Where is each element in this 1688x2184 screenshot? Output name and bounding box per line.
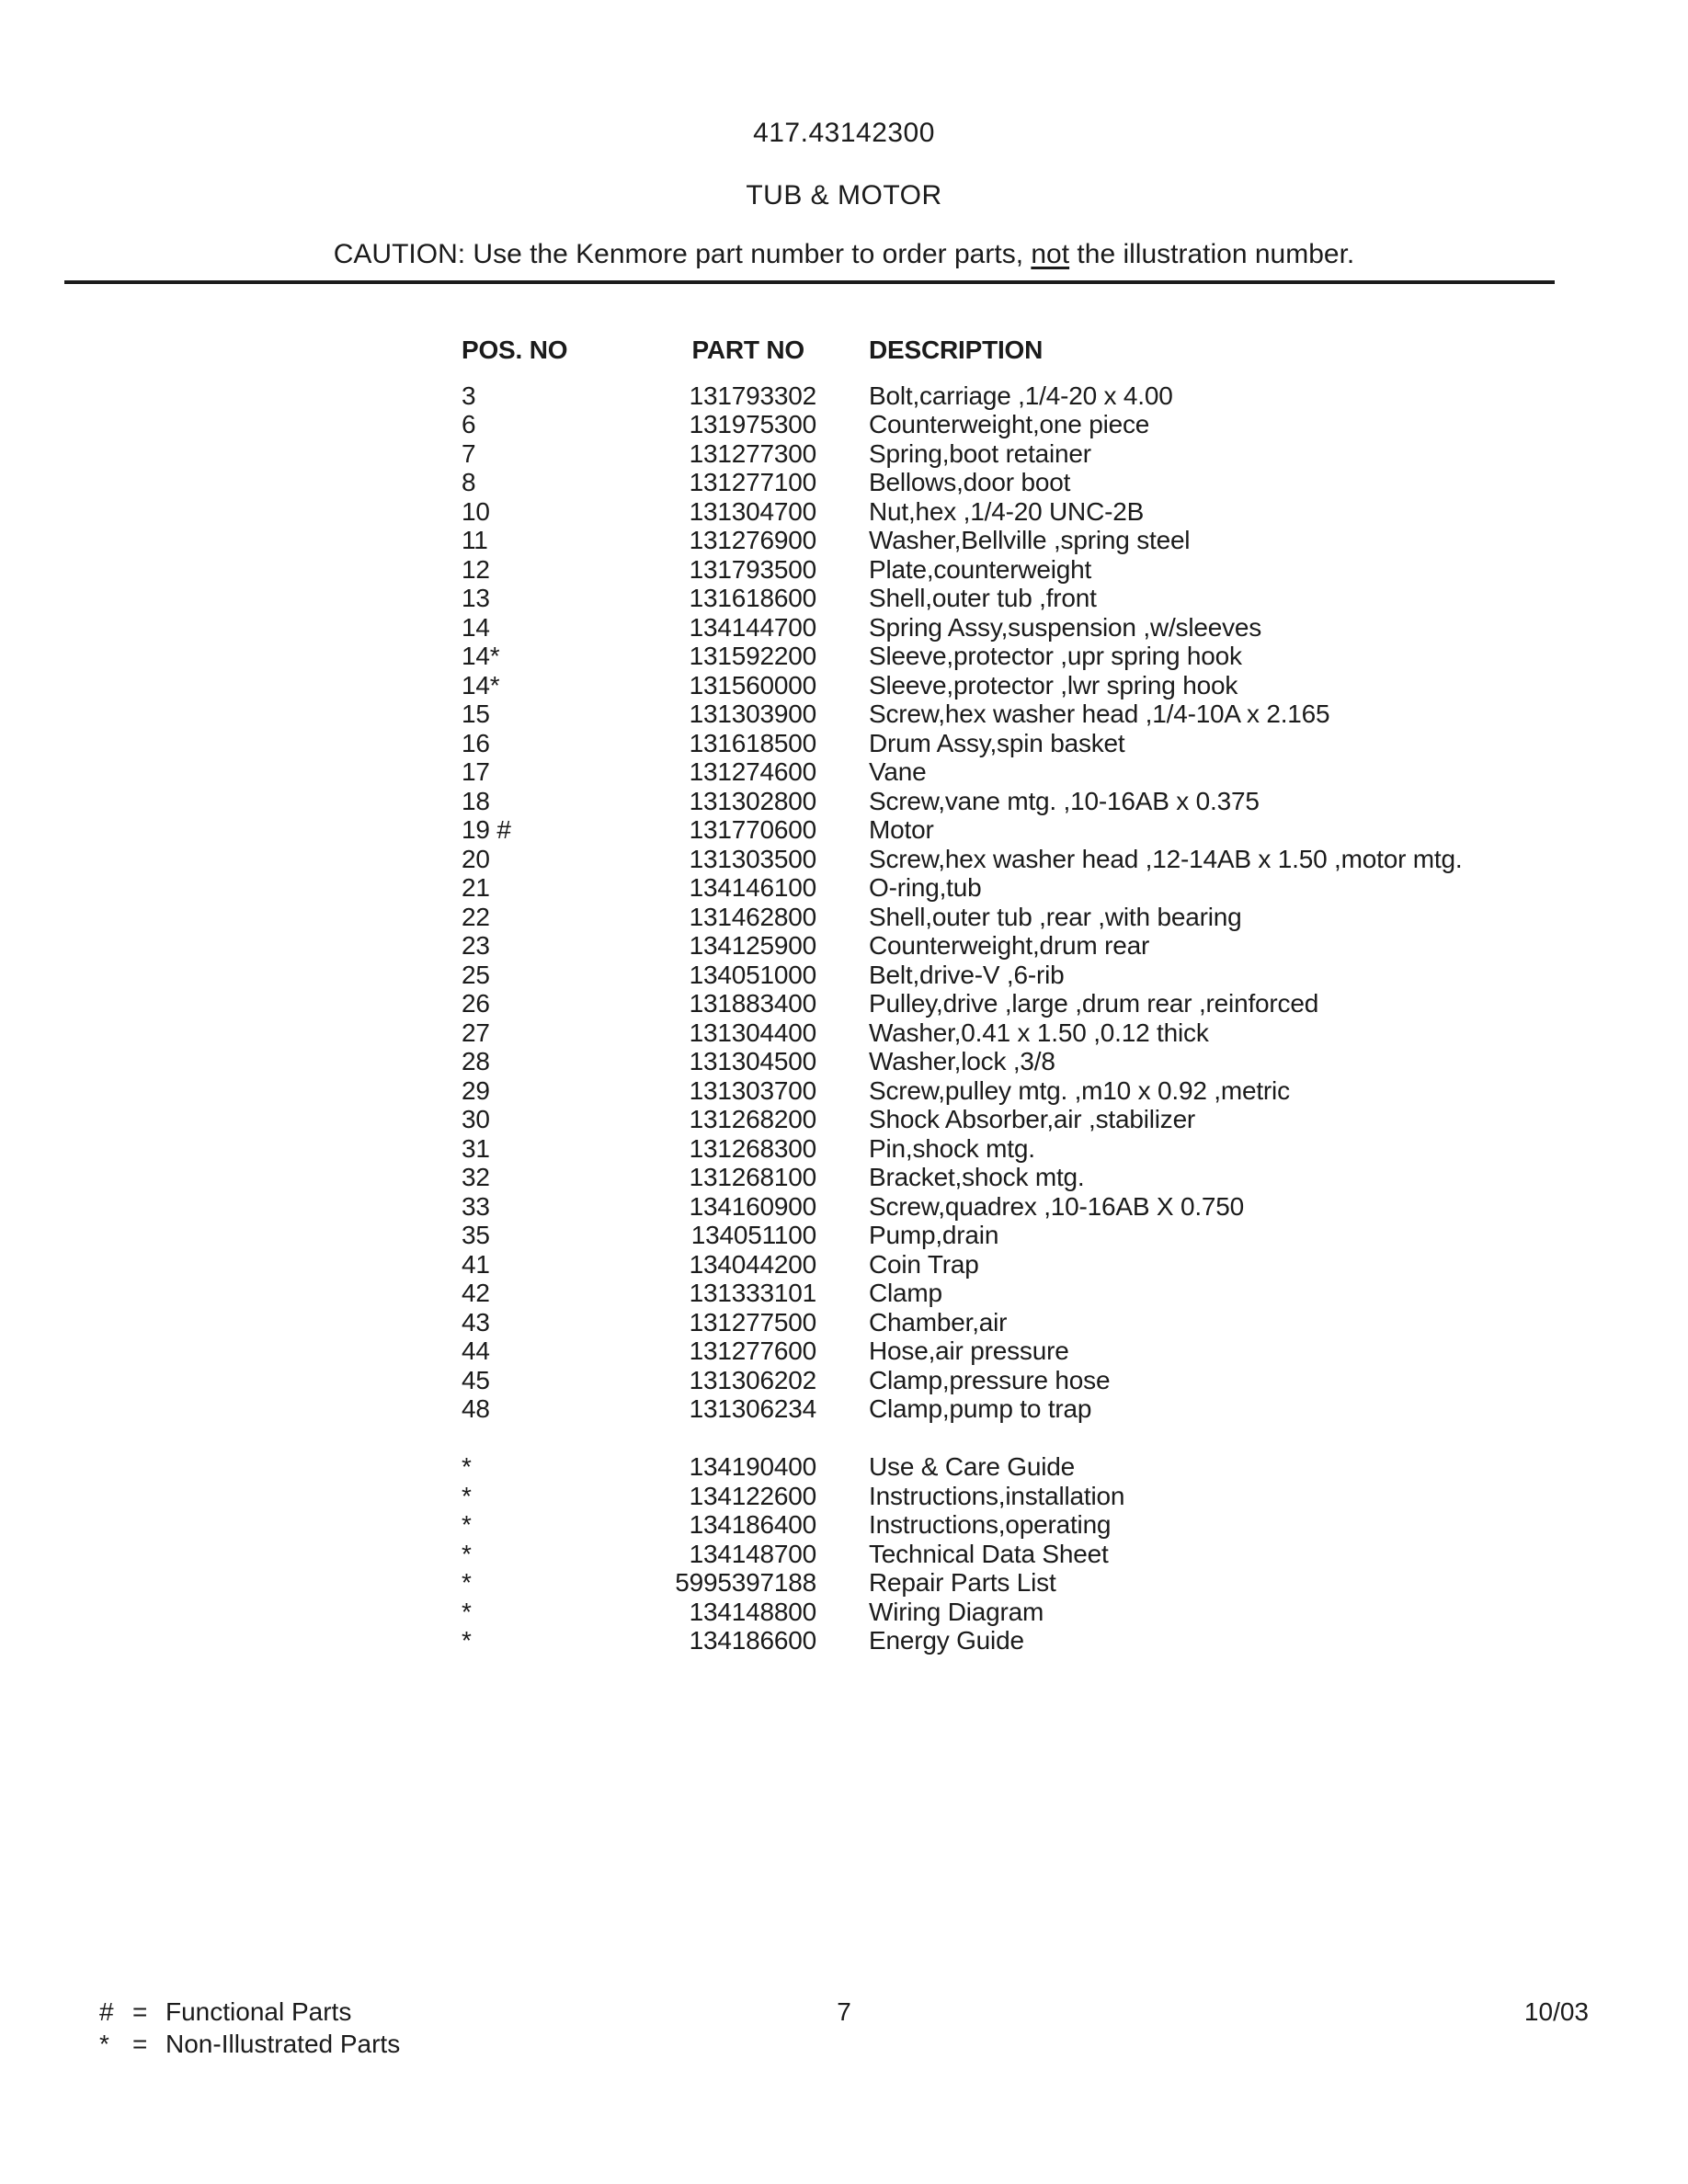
description-cell: Coin Trap: [869, 1249, 979, 1279]
part-no-cell: 134044200: [689, 1249, 816, 1279]
equals-sign: =: [132, 2030, 148, 2058]
description-cell: Shock Absorber,air ,stabilizer: [869, 1105, 1196, 1133]
part-no-cell: 131560000: [689, 670, 816, 700]
parts-rows-group: [462, 381, 1528, 1424]
legend-non-illustrated-parts: [99, 2028, 400, 2060]
table-row: [462, 584, 1528, 613]
description-cell: Repair Parts List: [869, 1568, 1056, 1597]
table-row: [462, 931, 1528, 961]
part-no-cell: 131274600: [689, 757, 816, 786]
part-no-cell: 131306202: [689, 1365, 816, 1394]
table-row: [462, 497, 1528, 527]
table-row: [462, 903, 1528, 932]
description-cell: Hose,air pressure: [869, 1337, 1069, 1365]
part-no-cell: 131462800: [689, 902, 816, 931]
pos-no-cell: 31: [462, 1133, 490, 1163]
part-no-cell: 134160900: [689, 1191, 816, 1221]
table-row: [462, 873, 1528, 903]
pos-no-cell: 23: [462, 931, 490, 960]
pos-no-cell: 21: [462, 873, 490, 902]
asterisk-symbol: *: [99, 2030, 109, 2058]
table-row: [462, 410, 1528, 439]
description-cell: Clamp: [869, 1279, 942, 1307]
table-row: [462, 1626, 1528, 1655]
description-cell: Wiring Diagram: [869, 1597, 1044, 1626]
part-no-cell: 131883400: [689, 989, 816, 1018]
table-row: [462, 468, 1528, 497]
description-cell: Screw,hex washer head ,12-14AB x 1.50 ,motor mtg.: [869, 844, 1463, 873]
table-row: [462, 613, 1528, 643]
pos-no-cell: 14*: [462, 670, 500, 700]
description-cell: Chamber,air: [869, 1307, 1008, 1337]
table-row: [462, 1018, 1528, 1048]
part-no-cell: 134148800: [689, 1597, 816, 1626]
description-cell: Vane: [869, 757, 927, 786]
table-row: [462, 1510, 1528, 1540]
pos-no-cell: *: [462, 1539, 472, 1568]
table-row: [462, 1192, 1528, 1222]
page-number: 7: [837, 1997, 851, 2026]
pos-no-cell: 11: [462, 526, 488, 554]
description-cell: Motor: [869, 815, 934, 844]
description-cell: Instructions,operating: [869, 1510, 1112, 1539]
part-no-cell: 131975300: [689, 410, 816, 438]
revision-date: 10/03: [1523, 1997, 1589, 2026]
part-no-cell: 131268300: [689, 1133, 816, 1163]
description-cell: Screw,hex washer head ,1/4-10A x 2.165: [869, 700, 1330, 728]
pos-no-cell: 45: [462, 1365, 490, 1394]
table-row: [462, 1540, 1528, 1569]
column-header-part-no: PART NO: [691, 336, 804, 364]
description-cell: Spring,boot retainer: [869, 438, 1091, 468]
legend-label: Non-Illustrated Parts: [165, 2030, 401, 2058]
part-no-cell: 131304700: [689, 496, 816, 526]
pos-no-cell: 14*: [462, 642, 500, 670]
table-row: [462, 1568, 1528, 1598]
pos-no-cell: 7: [462, 438, 476, 468]
caution-text-suffix: the illustration number.: [1069, 239, 1355, 269]
pos-no-cell: *: [462, 1452, 472, 1481]
part-no-cell: 5995397188: [675, 1568, 816, 1597]
part-no-cell: 131306234: [689, 1394, 816, 1423]
pos-no-cell: 29: [462, 1075, 490, 1105]
pos-no-cell: 27: [462, 1018, 490, 1047]
description-cell: Shell,outer tub ,front: [869, 584, 1097, 612]
table-row: [462, 1482, 1528, 1511]
part-no-cell: 134051100: [690, 1221, 816, 1249]
description-cell: Bolt,carriage ,1/4-20 x 4.00: [869, 381, 1173, 410]
table-header-row: [462, 336, 1528, 365]
table-row: [462, 1105, 1528, 1134]
pos-no-cell: 28: [462, 1047, 490, 1075]
pos-no-cell: 16: [462, 728, 490, 757]
table-row: [462, 1134, 1528, 1164]
group-gap: [462, 1424, 1528, 1453]
description-cell: Nut,hex ,1/4-20 UNC-2B: [869, 496, 1145, 526]
table-row: [462, 1250, 1528, 1280]
part-no-cell: 131303500: [689, 844, 816, 873]
pos-no-cell: 20: [462, 844, 490, 873]
pos-no-cell: 42: [462, 1279, 490, 1307]
pos-no-cell: 15: [462, 700, 490, 728]
table-row: [462, 961, 1528, 990]
pos-no-cell: 10: [462, 496, 490, 526]
table-row: [462, 1076, 1528, 1106]
part-no-cell: 131268100: [689, 1163, 816, 1191]
pos-no-cell: 17: [462, 757, 490, 786]
part-no-cell: 131277600: [689, 1337, 816, 1365]
pos-no-cell: 25: [462, 960, 490, 989]
part-no-cell: 131793500: [689, 554, 816, 584]
part-no-cell: 131793302: [689, 381, 816, 410]
pos-no-cell: 14: [462, 612, 490, 642]
pos-no-cell: 43: [462, 1307, 490, 1337]
documents-rows-group: [462, 1452, 1528, 1655]
table-row: [462, 1394, 1528, 1424]
table-row: [462, 700, 1528, 729]
description-cell: Washer,lock ,3/8: [869, 1047, 1055, 1075]
part-no-cell: 131304500: [689, 1047, 816, 1075]
pos-no-cell: 35: [462, 1221, 490, 1249]
table-row: [462, 1279, 1528, 1308]
pos-no-cell: 26: [462, 989, 490, 1018]
part-no-cell: 134144700: [689, 612, 816, 642]
description-cell: Instructions,installation: [869, 1481, 1125, 1510]
table-row: [462, 671, 1528, 700]
part-no-cell: 131277100: [689, 468, 816, 496]
part-no-cell: 131277500: [689, 1307, 816, 1337]
part-no-cell: 131302800: [689, 786, 816, 815]
table-row: [462, 989, 1528, 1018]
pos-no-cell: *: [462, 1481, 472, 1510]
pos-no-cell: 41: [462, 1249, 490, 1279]
part-no-cell: 134186400: [689, 1510, 816, 1539]
part-no-cell: 134190400: [689, 1452, 816, 1481]
part-no-cell: 131592200: [689, 642, 816, 670]
description-cell: Clamp,pressure hose: [869, 1365, 1111, 1394]
table-row: [462, 1047, 1528, 1076]
legend-label: Functional Parts: [165, 1997, 352, 2026]
description-cell: Clamp,pump to trap: [869, 1394, 1092, 1423]
description-cell: Counterweight,one piece: [869, 410, 1150, 438]
description-cell: Technical Data Sheet: [869, 1539, 1109, 1568]
pos-no-cell: *: [462, 1626, 472, 1655]
table-row: [462, 1308, 1528, 1337]
description-cell: Washer,0.41 x 1.50 ,0.12 thick: [869, 1018, 1209, 1047]
description-cell: Pulley,drive ,large ,drum rear ,reinforced: [869, 989, 1319, 1018]
description-cell: Bellows,door boot: [869, 468, 1071, 496]
part-no-cell: 131618500: [689, 728, 816, 757]
part-no-cell: 131303900: [689, 700, 816, 728]
table-row: [462, 1452, 1528, 1482]
equals-sign: =: [132, 1997, 148, 2026]
part-no-cell: 134051000: [689, 960, 816, 989]
table-row: [462, 787, 1528, 816]
part-no-cell: 131277300: [689, 438, 816, 468]
caution-note: [0, 239, 1688, 270]
description-cell: Drum Assy,spin basket: [869, 728, 1125, 757]
description-cell: Plate,counterweight: [869, 554, 1092, 584]
table-row: [462, 526, 1528, 555]
pos-no-cell: *: [462, 1510, 472, 1539]
pos-no-cell: 19 #: [462, 815, 511, 844]
pos-no-cell: 6: [462, 410, 476, 438]
caution-text-prefix: CAUTION: Use the Kenmore part number to order parts,: [333, 239, 1032, 269]
pos-no-cell: 12: [462, 554, 490, 584]
pos-no-cell: 8: [462, 468, 476, 496]
pos-no-cell: *: [462, 1568, 472, 1597]
part-no-cell: 131276900: [689, 526, 816, 554]
description-cell: Sleeve,protector ,lwr spring hook: [869, 670, 1238, 700]
pos-no-cell: 33: [462, 1191, 490, 1221]
divider-rule: [64, 280, 1555, 284]
table-row: [462, 1221, 1528, 1250]
part-no-cell: 134122600: [689, 1481, 816, 1510]
hash-symbol: #: [99, 1997, 114, 2026]
pos-no-cell: *: [462, 1597, 472, 1626]
description-cell: Bracket,shock mtg.: [869, 1163, 1085, 1191]
model-number: 417.43142300: [753, 118, 935, 148]
description-cell: Screw,pulley mtg. ,m10 x 0.92 ,metric: [869, 1075, 1290, 1105]
pos-no-cell: 30: [462, 1105, 490, 1133]
part-no-cell: 134186600: [689, 1626, 816, 1655]
pos-no-cell: 22: [462, 902, 490, 931]
description-cell: O-ring,tub: [869, 873, 982, 902]
part-no-cell: 131333101: [689, 1279, 816, 1307]
caution-underlined-word: not: [1031, 239, 1070, 269]
part-no-cell: 134125900: [689, 931, 816, 960]
pos-no-cell: 48: [462, 1394, 490, 1423]
part-no-cell: 131770600: [689, 815, 816, 844]
description-cell: Spring Assy,suspension ,w/sleeves: [869, 612, 1262, 642]
part-no-cell: 134148700: [689, 1539, 816, 1568]
table-row: [462, 815, 1528, 845]
description-cell: Washer,Bellville ,spring steel: [869, 526, 1191, 554]
part-no-cell: 131618600: [689, 584, 816, 612]
table-row: [462, 439, 1528, 469]
table-row: [462, 555, 1528, 585]
description-cell: Pump,drain: [869, 1221, 999, 1249]
column-header-pos-no: POS. NO: [462, 336, 568, 364]
pos-no-cell: 3: [462, 381, 476, 410]
pos-no-cell: 18: [462, 786, 490, 815]
description-cell: Belt,drive-V ,6-rib: [869, 960, 1065, 989]
description-cell: Pin,shock mtg.: [869, 1133, 1035, 1163]
description-cell: Shell,outer tub ,rear ,with bearing: [869, 902, 1242, 931]
description-cell: Sleeve,protector ,upr spring hook: [869, 642, 1242, 670]
column-header-description: DESCRIPTION: [869, 336, 1044, 364]
table-row: [462, 1598, 1528, 1627]
part-no-cell: 131268200: [689, 1105, 816, 1133]
pos-no-cell: 32: [462, 1163, 490, 1191]
table-row: [462, 1163, 1528, 1192]
table-row: [462, 845, 1528, 874]
part-no-cell: 131303700: [689, 1075, 816, 1105]
part-no-cell: 131304400: [689, 1018, 816, 1047]
table-row: [462, 1366, 1528, 1395]
pos-no-cell: 13: [462, 584, 490, 612]
pos-no-cell: 44: [462, 1337, 490, 1365]
description-cell: Use & Care Guide: [869, 1452, 1076, 1481]
description-cell: Energy Guide: [869, 1626, 1024, 1655]
table-row: [462, 381, 1528, 411]
part-no-cell: 134146100: [689, 873, 816, 902]
table-row: [462, 729, 1528, 758]
description-cell: Counterweight,drum rear: [869, 931, 1150, 960]
table-row: [462, 1337, 1528, 1366]
page-title: TUB & MOTOR: [746, 180, 942, 210]
description-cell: Screw,quadrex ,10-16AB X 0.750: [869, 1191, 1245, 1221]
table-row: [462, 642, 1528, 671]
table-row: [462, 757, 1528, 787]
parts-table: [462, 336, 1528, 1655]
description-cell: Screw,vane mtg. ,10-16AB x 0.375: [869, 786, 1260, 815]
